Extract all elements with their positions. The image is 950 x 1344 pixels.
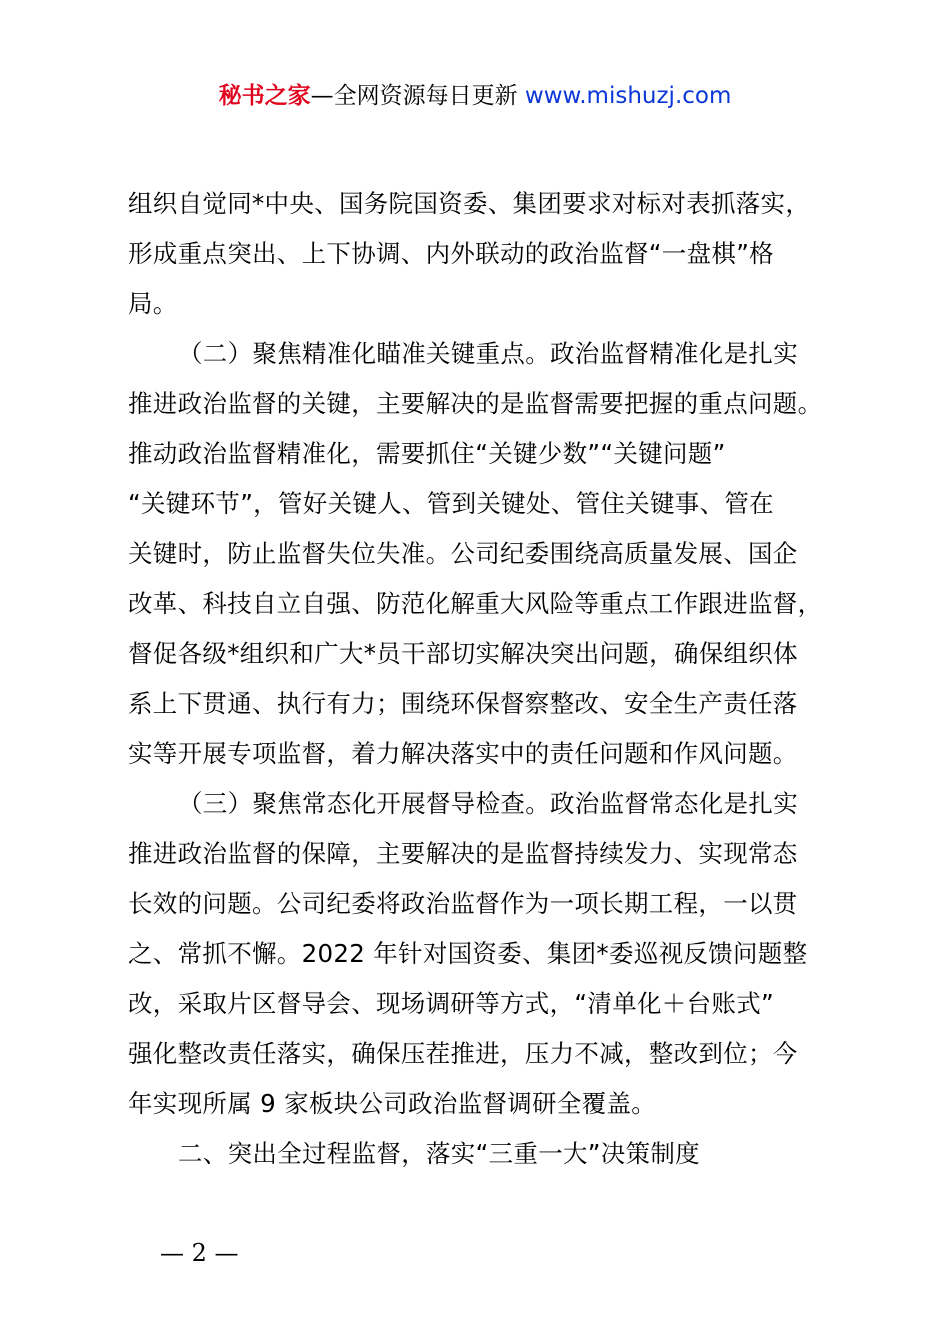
site-url-link[interactable]: www.mishuzj.com bbox=[524, 83, 732, 109]
site-header bbox=[0, 78, 950, 114]
body-line: 局。 bbox=[128, 289, 178, 318]
section-heading-3: （三）聚焦常态化开展督导检查。政治监督常态化是扎实 bbox=[178, 789, 798, 818]
body-line: “关键环节”，管好关键人、管到关键处、管住关键事、管在 bbox=[128, 489, 774, 518]
body-line: 关键时，防止监督失位失准。公司纪委围绕高质量发展、国企 bbox=[128, 539, 798, 568]
body-line: 组织自觉同*中央、国务院国资委、集团要求对标对表抓落实， bbox=[128, 189, 811, 218]
body-line: 改，采取片区督导会、现场调研等方式，“清单化＋台账式” bbox=[128, 989, 774, 1018]
body-line: 形成重点突出、上下协调、内外联动的政治监督“一盘棋”格 bbox=[128, 239, 774, 268]
body-line: 督促各级*组织和广大*员干部切实解决突出问题，确保组织体 bbox=[128, 639, 798, 668]
body-line: 之、常抓不懈。2022 年针对国资委、集团*委巡视反馈问题整 bbox=[128, 939, 808, 968]
body-line: 实等开展专项监督，着力解决落实中的责任问题和作风问题。 bbox=[128, 739, 798, 768]
body-line: 系上下贯通、执行有力；围绕环保督察整改、安全生产责任落 bbox=[128, 689, 798, 718]
body-line: 长效的问题。公司纪委将政治监督作为一项长期工程，一以贯 bbox=[128, 889, 798, 918]
chapter-heading-2: 二、突出全过程监督，落实“三重一大”决策制度 bbox=[178, 1139, 700, 1168]
site-brand: 秘书之家 bbox=[218, 83, 311, 109]
page-number: — 2 — bbox=[160, 1239, 239, 1267]
site-tagline: —全网资源每日更新 bbox=[310, 83, 525, 109]
body-line: 强化整改责任落实，确保压茬推进，压力不减，整改到位；今 bbox=[128, 1039, 798, 1068]
body-line: 推进政治监督的保障，主要解决的是监督持续发力、实现常态 bbox=[128, 839, 798, 868]
body-line: 改革、科技自立自强、防范化解重大风险等重点工作跟进监督， bbox=[128, 589, 823, 618]
body-line: 年实现所属 9 家板块公司政治监督调研全覆盖。 bbox=[128, 1089, 657, 1118]
section-heading-2: （二）聚焦精准化瞄准关键重点。政治监督精准化是扎实 bbox=[178, 339, 798, 368]
body-line: 推动政治监督精准化，需要抓住“关键少数”“关键问题” bbox=[128, 439, 726, 468]
body-line: 推进政治监督的关键，主要解决的是监督需要把握的重点问题。 bbox=[128, 389, 823, 418]
